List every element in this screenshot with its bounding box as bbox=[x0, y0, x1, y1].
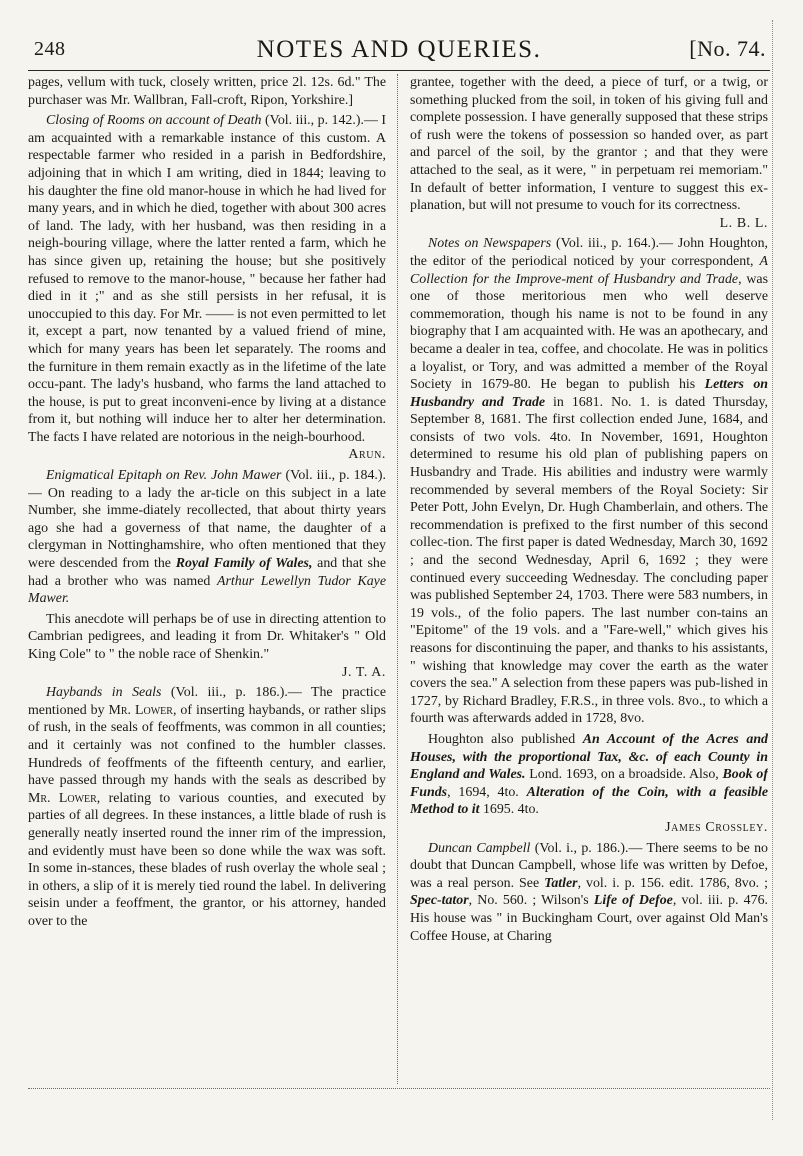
running-title: NOTES AND QUERIES. bbox=[256, 36, 542, 63]
work-title: Letters on Husbandry and Trade bbox=[410, 377, 768, 410]
article-text: — John Houghton, the editor of the periodical noticed by your correspondent, bbox=[410, 236, 768, 269]
emphasis-text: Royal Family of Wales, bbox=[175, 556, 313, 572]
page-edge-rule bbox=[772, 20, 773, 1120]
article-reference: (Vol. iii., p. 184.). bbox=[285, 468, 386, 484]
article-text: , relating to various counties, and executed by parties of all degrees. In these instances, a little blade of rush is generally neatly inserted round the inner rim of the impression, and evidently must have been so done while the wax was soft. In some in-stances, these blades of rush overlay the whole seal ; in others, a slip of it is merely tied round the label. In delivering seisin under a feoffment, the grantor, or his attorney, handed over to the bbox=[28, 790, 386, 929]
work-title: A Collection for the Improve-ment of Husbandry and Trade bbox=[410, 253, 768, 287]
article-title: Notes on Newspapers bbox=[428, 236, 552, 252]
article-reference: (Vol. i., p. 186.). bbox=[534, 840, 629, 856]
article-title: Closing of Rooms on account of Death bbox=[46, 113, 262, 129]
article-epitaph bbox=[28, 467, 386, 681]
article-reference: (Vol. iii., p. 164.). bbox=[556, 236, 660, 252]
article-body bbox=[28, 611, 386, 681]
article-text: — On reading to a lady the ar-ticle on this subject in a late Number, she imme-diately recollected, that about thirty years ago she had a governess of that name, the daughter of a clergyman in Nottinghamshire, who often mentioned that they were descended from the bbox=[28, 485, 386, 572]
article-text: , No. 560. ; Wilson's bbox=[468, 893, 594, 909]
article-body bbox=[28, 467, 386, 608]
person-name: Arthur Lewellyn Tudor Kaye Mawer. bbox=[28, 573, 386, 607]
article-signature: James Crossley. bbox=[665, 819, 768, 835]
article-reference: (Vol. iii., p. 186.). bbox=[170, 685, 288, 701]
work-title: Book of Funds bbox=[410, 767, 768, 800]
article-body bbox=[28, 112, 386, 464]
continuation-paragraph: pages, vellum with tuck, closely written, price 2l. 12s. 6d." The purchaser was Mr. Wallbran, Fall-croft, Ripon, Yorkshire.] bbox=[28, 75, 386, 108]
article-text: — There seems to be no doubt that Duncan Campbell, whose life was written by Defoe, was a real person. See bbox=[410, 840, 768, 891]
work-title: Life of Defoe bbox=[593, 893, 673, 909]
article-body bbox=[410, 731, 768, 837]
article-text: , vol. iii. p. 476. His house was " in Buckingham Court, over against Old Man's Coffee House, at Charing bbox=[410, 893, 768, 944]
article-newspapers bbox=[410, 235, 768, 836]
continuation-paragraph bbox=[410, 74, 768, 232]
work-title: Alteration of the Coin, with a feasible Method to it bbox=[410, 784, 768, 818]
article-text: , 1694, 4to. bbox=[447, 784, 527, 800]
article-text: Lond. 1693, on a broadside. Also, bbox=[525, 767, 723, 783]
article-text: — The practice mentioned by bbox=[28, 685, 386, 718]
article-signature: L. B. L. bbox=[719, 215, 768, 231]
article-body bbox=[410, 840, 768, 946]
article-title: Duncan Campbell bbox=[428, 840, 531, 856]
article-text: , vol. i. p. 156. edit. 1786, 8vo. ; bbox=[577, 875, 768, 891]
article-text: in 1681. No. 1. is dated Thursday, September 8, 1681. The first collection ended June, 1684, and consists of two vols. 4to. In November, 1691, Houghton determined to resume his old plan of publishing papers on Husbandry and Trade. His abilities and industry were warmly recommended by several members of the Royal Society: Sir Peter Pott, John Evelyn, Dr. Hugh Chamberlain, and others. The recommendation is prefixed to the first number of this second collec-tion. The first paper is dated Wednesday, March 30, 1692 ; and the second Wednesday, April 6, 1692 ; they were continued every succeeding Wednesday. The concluding paper was published September 24, 1703. There were 583 numbers, in 19 vols., of the folio papers. The last number con-tains an "Epitome" of the 19 vols. and a "Fare-well," which gives his reasons for discontinuing the paper, and thanks to his assistants, " wishing that knowledge may cover the earth as the water covers the sea." A selection from these papers was pub-lished in 1727, by Richard Bradley, F.R.S., in three vols. 8vo., to which a fourth was afterwards added in 1728, 8vo. bbox=[410, 394, 768, 727]
article-title: Haybands in Seals bbox=[46, 685, 162, 701]
work-title: Tatler bbox=[544, 875, 578, 891]
article-text: grantee, together with the deed, a piece of turf, or a twig, or something plucked from the soil, in token of his giving full and complete possession. I have generally supposed that these strips of rush were the tokens of possession so handed over, as part and parcel of the soil, by the grantor ; and that they were attached to the seal, as it were, " in perpetuam rei memoriam." In default of better information, I venture to suggest this ex-planation, but will not presume to vouch for its correctness. bbox=[410, 75, 768, 214]
article-text: , was one of those meritorious men who well deserve commemoration, though his name is not to be found in any biography that I am acquainted with. He was an apothecary, and became a dealer in tea, coffee, and chocolate. He was in politics a loyalist, or Tory, and was admitted a member of the Royal Society in 1679-80. He began to publish his bbox=[410, 271, 768, 393]
person-name: Mr. Lower bbox=[108, 702, 173, 718]
article-text: — I am acquainted with a remarkable instance of this custom. A respectable farmer who resided in a parish in Bedfordshire, adjoining that in which I am writing, died in 1844; leaving to his daughter the fine old manor-house in which he had lived for many years, and in which he died, together with about 300 acres of land. The lady, with her husband, was then residing in a neigh-bouring village, where the latter rented a farm, which he has since given up, retaining the house; but she positively refused to remove to the manor-house, " because her father had died in it ;" and as she still persists in her refusal, it is unoccupied to this day. For Mr. —— is not even permitted to let it, except a part, now tenanted by a valued friend of mine, which for many years has been let separately. The rooms and the furniture in them remain exactly as in the lifetime of the late occu-pant. The lady's husband, who farms the land attached to the house, is put to great inconveni-ence by living at a distance from it, but nothing will induce her to alter her determination. The facts I have related are notorious in the neigh-bourhood. bbox=[28, 113, 386, 445]
article-signature: J. T. A. bbox=[341, 664, 386, 680]
article-body bbox=[28, 684, 386, 930]
article-title: Enigmatical Epitaph on Rev. John Mawer bbox=[46, 468, 282, 484]
article-body bbox=[410, 235, 768, 728]
article-text: and that she had a brother who was named bbox=[28, 556, 386, 589]
column-divider bbox=[397, 74, 398, 1084]
page-header bbox=[28, 30, 770, 71]
left-column bbox=[28, 74, 386, 1086]
article-reference: (Vol. iii., p. 142.). bbox=[264, 113, 364, 129]
issue-number: [No. 74. bbox=[689, 36, 766, 61]
article-closing-rooms bbox=[28, 112, 386, 464]
article-campbell bbox=[410, 840, 768, 946]
page bbox=[28, 30, 770, 1090]
work-title: Spec-tator bbox=[410, 893, 469, 909]
article-signature: Arun. bbox=[348, 447, 386, 463]
right-column bbox=[410, 74, 768, 1086]
work-title: An Account of the Acres and Houses, with the proportional Tax, &c. of each County in England and Wales. bbox=[410, 731, 768, 783]
article-text: , of inserting haybands, or rather slips of rush, in the seals of feoffments, was common in all counties; and it certainly was not confined to the humbler classes. Hundreds of feoffments of the fifteenth century, and earlier, have passed through my hands with the seals as described by bbox=[28, 702, 386, 789]
article-haybands bbox=[28, 684, 386, 930]
page-number: 248 bbox=[34, 38, 66, 60]
article-text: This anecdote will perhaps be of use in directing attention to Cambrian pedigrees, and leading it from Dr. Whitaker's " Old King Cole" to " the noble race of Shenkin." bbox=[28, 611, 386, 662]
bottom-rule bbox=[28, 1088, 770, 1089]
article-text: Houghton also published bbox=[428, 731, 583, 747]
article-text: 1695. 4to. bbox=[479, 802, 539, 818]
person-name: Mr. Lower bbox=[28, 790, 97, 806]
